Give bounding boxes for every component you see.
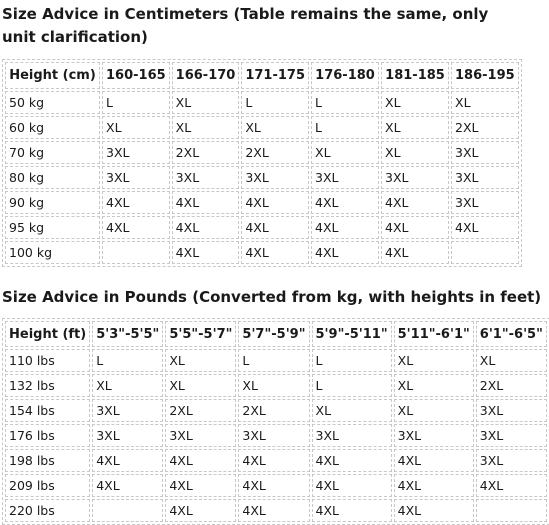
weight-cell: 60 kg <box>5 116 100 139</box>
size-cell: 2XL <box>451 116 519 139</box>
size-cell: L <box>241 91 309 114</box>
table-row <box>5 241 519 264</box>
weight-cell: 80 kg <box>5 166 100 189</box>
table-header-row <box>5 321 547 347</box>
height-range-header: 5'9"-5'11" <box>312 321 392 347</box>
size-cell: 4XL <box>165 474 236 497</box>
size-cell: 4XL <box>312 499 392 522</box>
table-row <box>5 349 547 372</box>
size-cell: XL <box>381 141 449 164</box>
size-cell: 4XL <box>165 499 236 522</box>
size-cell <box>102 241 170 264</box>
size-cell: 4XL <box>312 474 392 497</box>
size-cell: 4XL <box>381 191 449 214</box>
table-row <box>5 91 519 114</box>
weight-cell: 110 lbs <box>5 349 90 372</box>
size-cell: 4XL <box>311 241 379 264</box>
size-cell: 4XL <box>241 191 309 214</box>
weight-cell: 176 lbs <box>5 424 90 447</box>
weight-cell: 209 lbs <box>5 474 90 497</box>
size-cell: XL <box>394 349 474 372</box>
height-range-header: 5'3"-5'5" <box>92 321 163 347</box>
size-cell: L <box>92 349 163 372</box>
size-cell: L <box>312 349 392 372</box>
size-cell: 3XL <box>451 141 519 164</box>
height-column-header: Height (cm) <box>5 62 100 89</box>
size-cell: 3XL <box>241 166 309 189</box>
table-row <box>5 449 547 472</box>
size-cell: 4XL <box>102 191 170 214</box>
size-cell: 3XL <box>451 166 519 189</box>
size-cell: XL <box>165 374 236 397</box>
size-cell: 3XL <box>172 166 240 189</box>
size-advice-cm-title: Size Advice in Centimeters (Table remains the same, only unit clarification) <box>2 5 489 46</box>
size-cell: XL <box>451 91 519 114</box>
size-cell: 4XL <box>311 216 379 239</box>
table-row <box>5 116 519 139</box>
size-cell: 3XL <box>476 399 547 422</box>
size-cell: XL <box>165 349 236 372</box>
table-row <box>5 141 519 164</box>
height-range-header: 160-165 <box>102 62 170 89</box>
size-cell: XL <box>394 374 474 397</box>
height-range-header: 171-175 <box>241 62 309 89</box>
table-row <box>5 191 519 214</box>
table-row <box>5 499 547 522</box>
size-cell: XL <box>381 91 449 114</box>
size-cell: 4XL <box>238 449 309 472</box>
size-cell: XL <box>172 116 240 139</box>
size-cell: 4XL <box>238 499 309 522</box>
size-table-cm <box>2 59 522 267</box>
weight-cell: 90 kg <box>5 191 100 214</box>
size-cell: 3XL <box>102 141 170 164</box>
size-cell: 4XL <box>311 191 379 214</box>
height-range-header: 181-185 <box>381 62 449 89</box>
size-cell: 4XL <box>241 241 309 264</box>
weight-cell: 95 kg <box>5 216 100 239</box>
size-cell: 4XL <box>381 216 449 239</box>
table-row <box>5 166 519 189</box>
size-cell: 3XL <box>102 166 170 189</box>
size-cell: 4XL <box>172 241 240 264</box>
size-cell: 3XL <box>92 399 163 422</box>
size-cell: 3XL <box>312 424 392 447</box>
size-cell: 3XL <box>451 191 519 214</box>
size-advice-lbs-title: Size Advice in Pounds (Converted from kg, with heights in feet) <box>2 288 542 306</box>
size-cell: L <box>238 349 309 372</box>
size-cell: XL <box>394 399 474 422</box>
size-cell: 4XL <box>394 474 474 497</box>
height-column-header: Height (ft) <box>5 321 90 347</box>
size-cell <box>476 499 547 522</box>
size-cell: 4XL <box>172 191 240 214</box>
size-cell: 4XL <box>92 449 163 472</box>
height-range-header: 176-180 <box>311 62 379 89</box>
size-cell: 3XL <box>165 424 236 447</box>
size-cell: 2XL <box>172 141 240 164</box>
size-cell: 4XL <box>381 241 449 264</box>
size-cell: 2XL <box>241 141 309 164</box>
size-cell: 2XL <box>476 374 547 397</box>
height-range-header: 5'11"-6'1" <box>394 321 474 347</box>
size-cell: XL <box>476 349 547 372</box>
height-range-header: 186-195 <box>451 62 519 89</box>
size-cell: 4XL <box>394 449 474 472</box>
table-row <box>5 374 547 397</box>
size-cell: 4XL <box>394 499 474 522</box>
size-cell: 4XL <box>241 216 309 239</box>
size-cell: 4XL <box>172 216 240 239</box>
size-cell: 3XL <box>92 424 163 447</box>
size-cell <box>451 241 519 264</box>
size-cell: XL <box>381 116 449 139</box>
size-cell: 4XL <box>238 474 309 497</box>
weight-cell: 132 lbs <box>5 374 90 397</box>
size-cell: 3XL <box>381 166 449 189</box>
size-cell: 4XL <box>476 474 547 497</box>
size-cell: 4XL <box>102 216 170 239</box>
size-cell: 3XL <box>311 166 379 189</box>
size-cell: 4XL <box>312 449 392 472</box>
height-range-header: 5'5"-5'7" <box>165 321 236 347</box>
size-cell: 3XL <box>238 424 309 447</box>
size-cell: XL <box>172 91 240 114</box>
size-cell: L <box>102 91 170 114</box>
size-cell: L <box>312 374 392 397</box>
table-header-row <box>5 62 519 89</box>
table-row <box>5 424 547 447</box>
size-cell: 4XL <box>165 449 236 472</box>
weight-cell: 198 lbs <box>5 449 90 472</box>
size-cell: 4XL <box>451 216 519 239</box>
table-row <box>5 474 547 497</box>
size-cell: 2XL <box>165 399 236 422</box>
table-row <box>5 399 547 422</box>
size-cell: L <box>311 91 379 114</box>
size-advice-lbs-section <box>2 286 549 525</box>
size-table-lbs <box>2 318 549 525</box>
height-range-header: 5'7"-5'9" <box>238 321 309 347</box>
size-cell: XL <box>102 116 170 139</box>
weight-cell: 50 kg <box>5 91 100 114</box>
weight-cell: 70 kg <box>5 141 100 164</box>
size-cell: L <box>311 116 379 139</box>
height-range-header: 166-170 <box>172 62 240 89</box>
size-cell: XL <box>312 399 392 422</box>
weight-cell: 220 lbs <box>5 499 90 522</box>
size-cell: 4XL <box>92 474 163 497</box>
height-range-header: 6'1"-6'5" <box>476 321 547 347</box>
size-cell: XL <box>311 141 379 164</box>
size-cell: XL <box>241 116 309 139</box>
size-cell: 2XL <box>238 399 309 422</box>
size-cell: 3XL <box>476 449 547 472</box>
size-cell: XL <box>92 374 163 397</box>
size-cell: XL <box>238 374 309 397</box>
size-cell <box>92 499 163 522</box>
weight-cell: 154 lbs <box>5 399 90 422</box>
size-advice-cm-section <box>2 3 522 267</box>
size-cell: 3XL <box>394 424 474 447</box>
size-cell: 3XL <box>476 424 547 447</box>
weight-cell: 100 kg <box>5 241 100 264</box>
table-row <box>5 216 519 239</box>
